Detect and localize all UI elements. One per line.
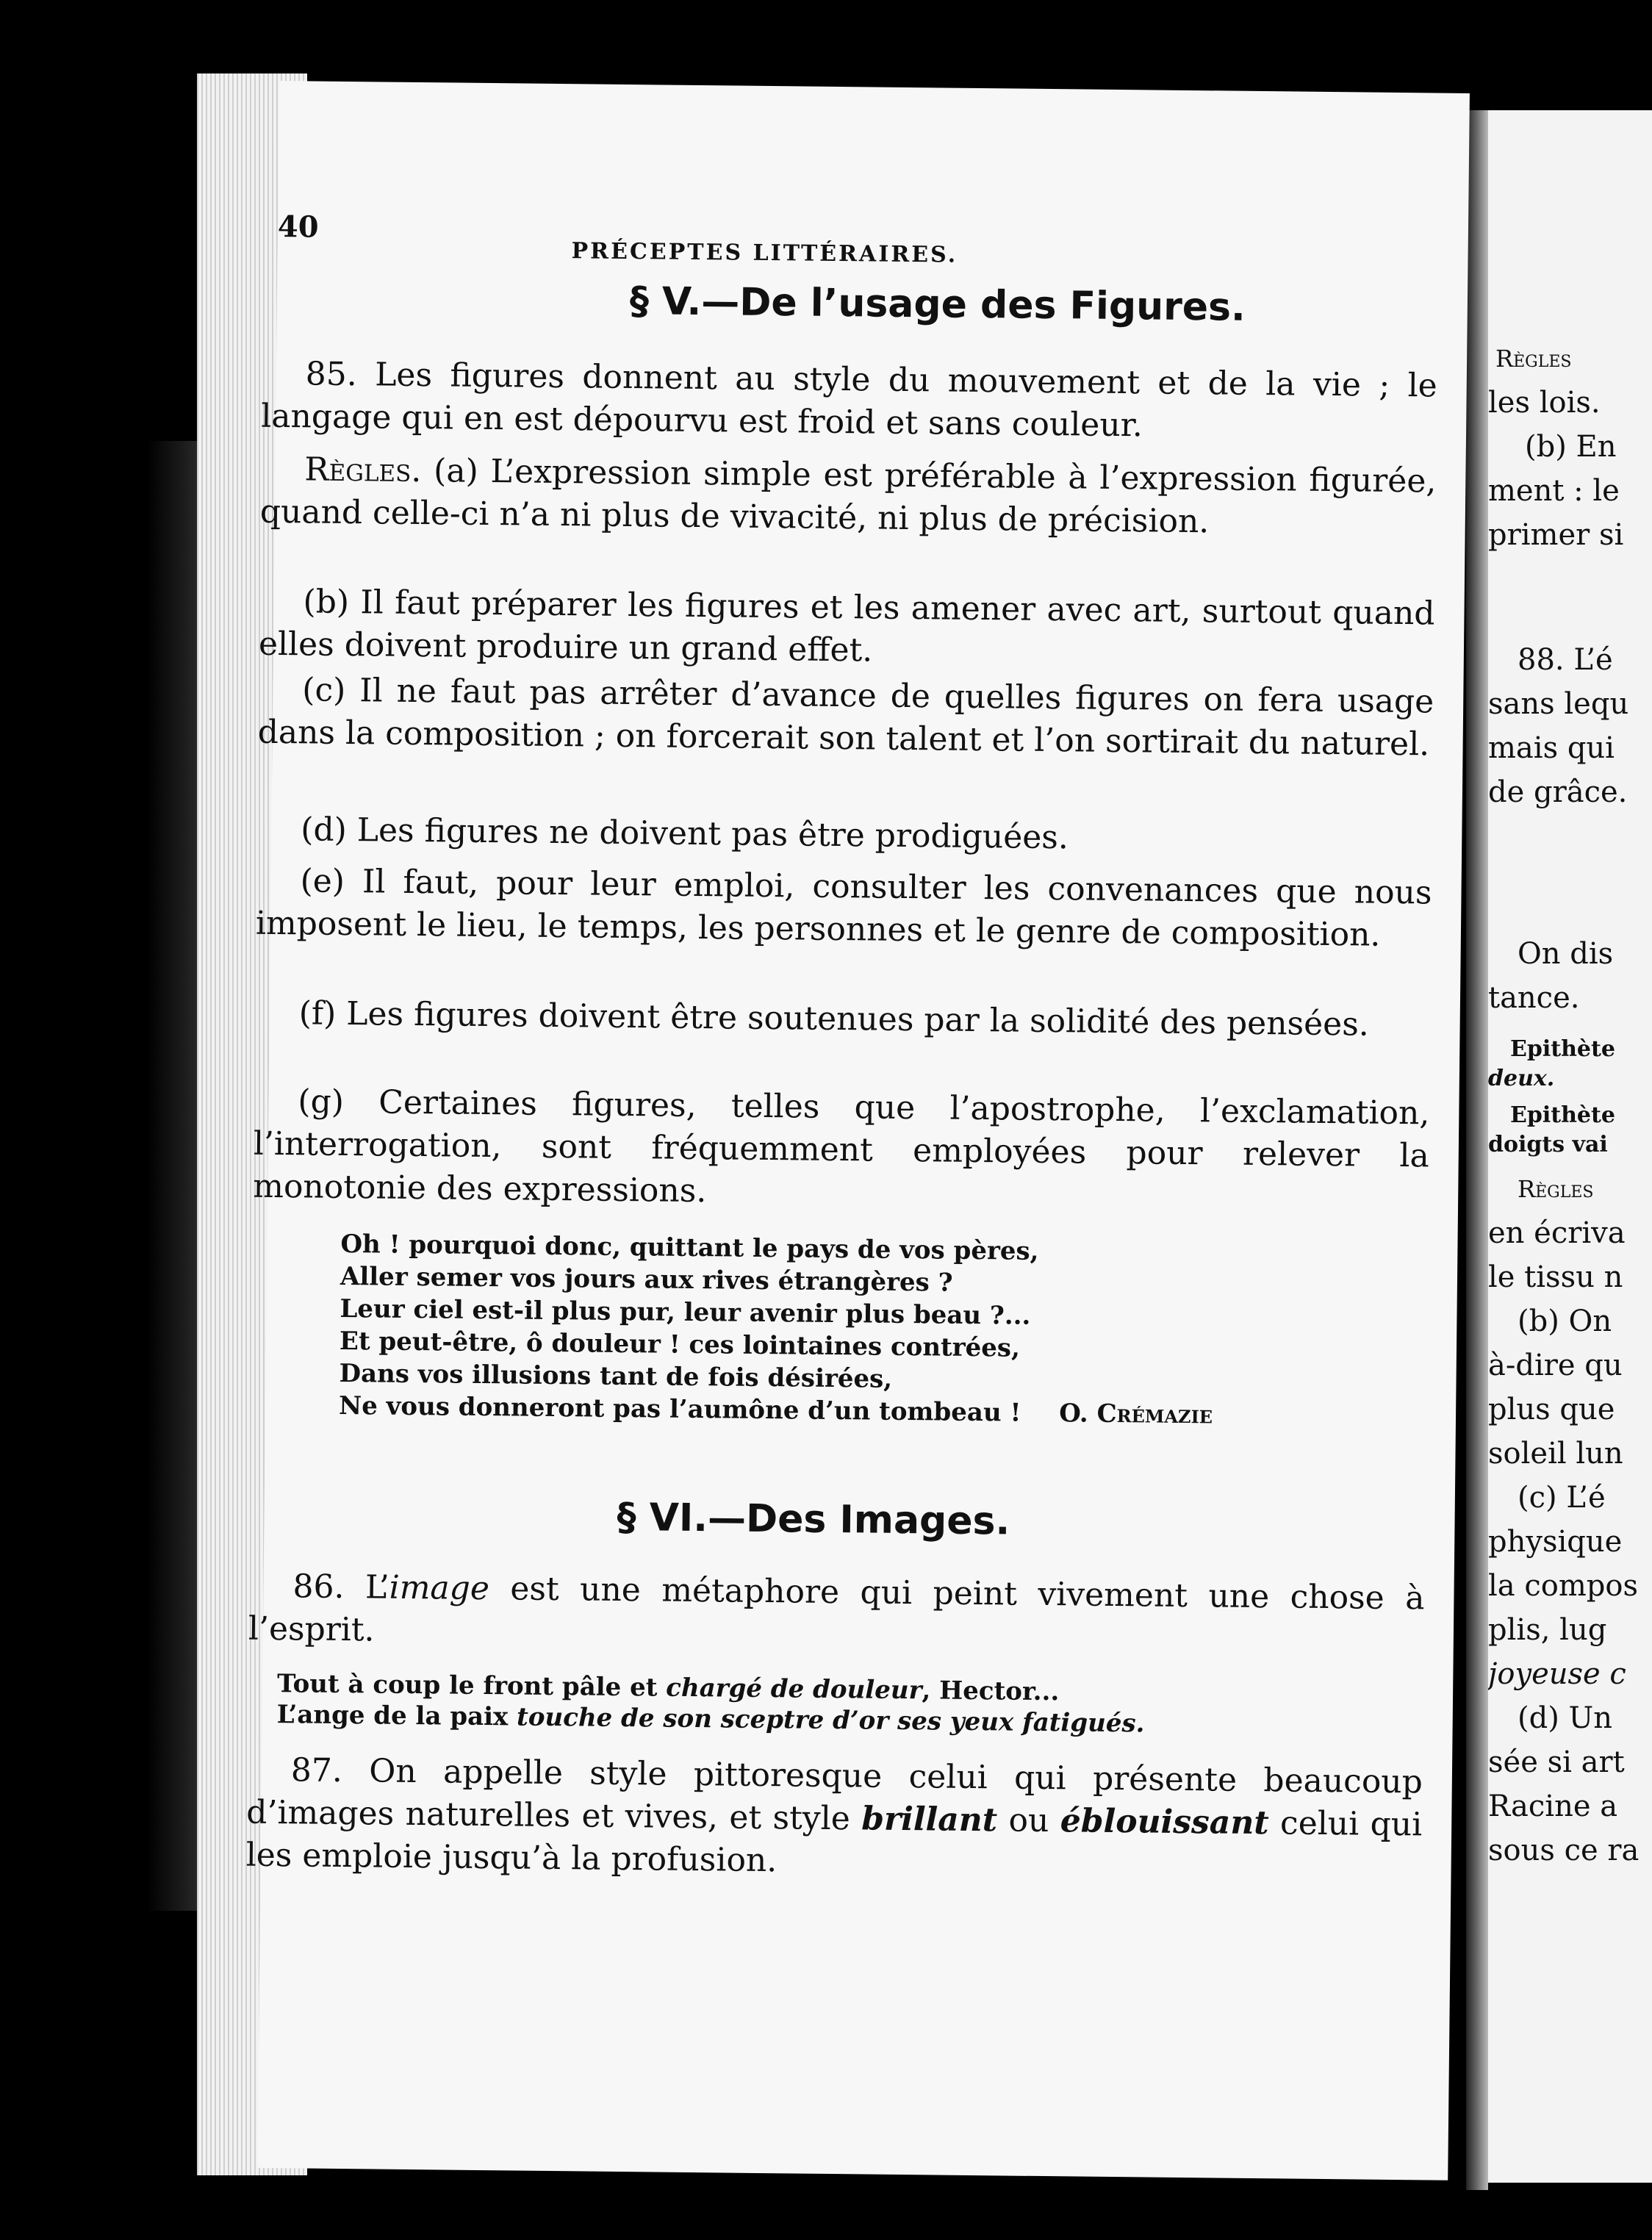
regles-label: Règles.	[304, 450, 422, 490]
left-page-content	[245, 81, 1440, 1880]
right-line: de grâce.	[1488, 775, 1628, 809]
right-page	[1488, 110, 1652, 2183]
right-line: physique	[1488, 1525, 1623, 1559]
right-line: Règles	[1518, 1175, 1594, 1203]
right-line: plus que	[1488, 1393, 1615, 1426]
right-line: la compos	[1488, 1569, 1638, 1603]
running-head: PRÉCEPTES LITTÉRAIRES.	[571, 238, 958, 268]
rule-f: (f) Les figures doivent être soutenues par la solidité des pensées.	[298, 994, 1370, 1044]
page-number: 40	[277, 209, 319, 245]
right-line: sous ce ra	[1488, 1834, 1640, 1867]
rule-d: (d) Les figures ne doivent pas être prodiguées.	[301, 811, 1069, 857]
right-line: (d) Un	[1518, 1701, 1613, 1735]
right-line: On dis	[1518, 937, 1614, 971]
p86-part: 86. L’	[292, 1568, 389, 1607]
scan-speck	[15, 140, 59, 162]
image-examples	[277, 1668, 1424, 1742]
section-5-title: § V.—De l’usage des Figures.	[629, 279, 1246, 330]
right-line: sée si art	[1488, 1745, 1625, 1779]
paragraph-85-text: 85. Les figures donnent au style du mouvement et de la vie ; le langage qui en est dépourvu est froid et sans couleur.	[260, 355, 1438, 445]
rule-a-text: (a) L’expression simple est préférable à l’expression figurée, quand celle-ci n’a ni plus de vivacité, ni plus de précision.	[259, 452, 1437, 541]
left-page	[245, 81, 1470, 2180]
example-2-emphasis: touche de son sceptre d’or ses yeux fatigués.	[516, 1702, 1145, 1739]
p87-part: 87. On appelle style pittoresque celui qui présente beaucoup d’images naturelles et vives, et style	[246, 1751, 1423, 1838]
right-line: Epithète	[1510, 1102, 1615, 1128]
poem-last-line: Ne vous donneront pas l’aumône d’un tombeau !	[338, 1390, 1021, 1428]
poem	[339, 1228, 1370, 1433]
p86-emphasis: image	[389, 1568, 490, 1608]
rule-e: (e) Il faut, pour leur emploi, consulter les convenances que nous imposent le lieu, le temps, les personnes et le genre de composition.	[255, 862, 1432, 954]
right-line: le tissu n	[1488, 1260, 1623, 1294]
poem-line: Et peut-être, ô douleur ! ces lointaines contrées,	[339, 1326, 1021, 1363]
p86-part: est une métaphore qui peint vivement une chose à l’esprit.	[248, 1570, 1425, 1649]
p87-part: ou	[996, 1801, 1061, 1840]
example-1-part: , Hector...	[922, 1676, 1060, 1707]
right-line: doigts vai	[1488, 1132, 1608, 1157]
rule-g: (g) Certaines figures, telles que l’apostrophe, l’exclamation, l’interrogation, sont fréquemment employées pour relever la monotonie des expressions.	[252, 1083, 1430, 1210]
right-line: primer si	[1488, 518, 1624, 552]
right-line: ment : le	[1488, 474, 1620, 508]
paragraph-85	[261, 353, 1437, 450]
right-line: tance.	[1488, 981, 1580, 1015]
poem-line: Oh ! pourquoi donc, quittant le pays de vos pères,	[340, 1229, 1039, 1266]
right-line: Racine a	[1488, 1790, 1618, 1823]
right-line: les lois.	[1488, 386, 1601, 420]
right-line: (b) En	[1525, 430, 1617, 464]
right-line: à-dire qu	[1488, 1349, 1623, 1382]
p87-emphasis-brillant: brillant	[861, 1800, 998, 1839]
rule-b: (b) Il faut préparer les figures et les amener avec art, surtout quand elles doivent produire un grand effet.	[258, 583, 1435, 670]
right-line: sans lequ	[1488, 687, 1629, 721]
right-line: (b) On	[1518, 1304, 1612, 1338]
right-line: mais qui	[1488, 731, 1615, 765]
p87-emphasis-eblouissant: éblouissant	[1060, 1802, 1269, 1842]
rule-c: (c) Il ne faut pas arrêter d’avance de quelles figures on fera usage dans la composition ; on forcerait son talent et l’on sortirait du naturel.	[257, 671, 1434, 764]
poem-line: Dans vos illusions tant de fois désirées,	[339, 1358, 893, 1394]
section-6-title: § VI.—Des Images.	[617, 1495, 1010, 1544]
right-line: Règles	[1495, 345, 1572, 373]
right-line: en écriva	[1488, 1216, 1626, 1250]
right-line: joyeuse c	[1488, 1657, 1626, 1691]
example-2-part: L’ange de la paix	[276, 1700, 517, 1732]
example-1-part: Tout à coup le front pâle et	[276, 1669, 667, 1703]
rule-a	[260, 448, 1437, 546]
poem-line: Leur ciel est-il plus pur, leur avenir plus beau ?...	[340, 1293, 1031, 1331]
p87-part: celui qui les emploie jusqu’à la profusion.	[245, 1804, 1423, 1880]
poem-line: Aller semer vos jours aux rives étrangères ?	[340, 1261, 953, 1298]
paragraph-86	[248, 1565, 1425, 1663]
right-line: plis, lug	[1488, 1613, 1607, 1647]
paragraph-87	[245, 1749, 1423, 1889]
right-line: Epithète	[1510, 1036, 1615, 1062]
right-line: soleil lun	[1488, 1437, 1623, 1471]
right-line: 88. L’é	[1518, 643, 1613, 677]
book-gutter	[1466, 110, 1488, 2190]
right-line: (c) L’é	[1518, 1481, 1606, 1515]
example-1-emphasis: chargé de douleur	[666, 1673, 922, 1706]
poem-author: O. Crémazie	[1059, 1399, 1213, 1430]
right-line: deux.	[1488, 1066, 1555, 1091]
